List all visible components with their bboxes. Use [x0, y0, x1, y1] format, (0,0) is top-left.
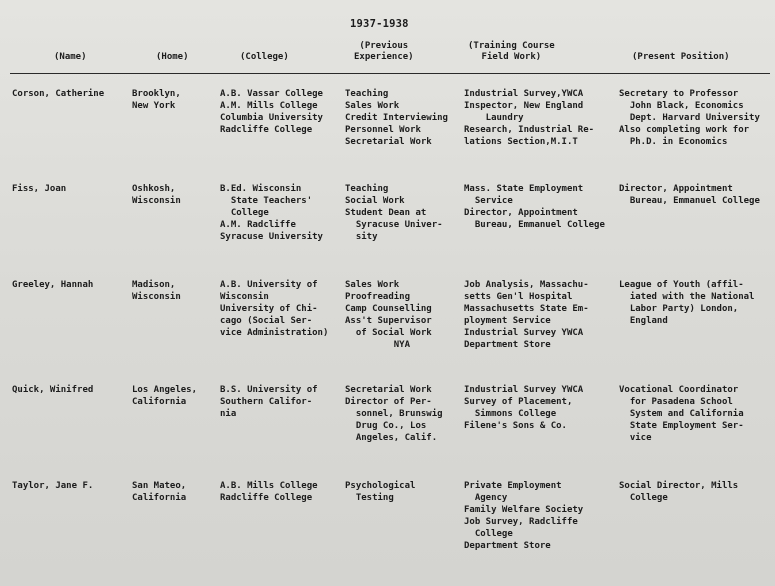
row-5-name: Taylor, Jane F. [12, 481, 94, 491]
row-3-previous: Sales Work Proofreading Camp Counselling Ass't Supervisor of Social Work NYA [345, 280, 432, 350]
row-4-name: Quick, Winifred [12, 385, 94, 395]
header-home: (Home) [156, 52, 189, 62]
row-5-training: Private Employment Agency Family Welfare Society Job Survey, Radcliffe College Department Store [464, 481, 584, 551]
row-1-name: Corson, Catherine [12, 89, 105, 99]
row-2-present: Director, Appointment Bureau, Emmanuel College [619, 184, 760, 206]
row-3-name: Greeley, Hannah [12, 280, 94, 290]
row-2-college: B.Ed. Wisconsin State Teachers' College A.M. Radcliffe Syracuse University [220, 184, 323, 242]
row-4-previous: Secretarial Work Director of Per- sonnel, Brunswig Drug Co., Los Angeles, Calif. [345, 385, 443, 443]
year-heading: 1937-1938 [350, 18, 409, 30]
row-1-home: Brooklyn, New York [132, 89, 181, 111]
row-4-home: Los Angeles, California [132, 385, 198, 407]
row-3-training: Job Analysis, Massachu- setts Gen'l Hospital Massachusetts State Em- ployment Service Industrial Survey YWCA Department Store [464, 280, 589, 350]
row-3-present: League of Youth (affil- iated with the National Labor Party) London, England [619, 280, 755, 326]
row-1-previous: Teaching Sales Work Credit Interviewing Personnel Work Secretarial Work [345, 89, 448, 147]
row-2-previous: Teaching Social Work Student Dean at Syracuse Univer- sity [345, 184, 443, 242]
row-3-college: A.B. University of Wisconsin University of Chi- cago (Social Ser- vice Administration) [220, 280, 329, 338]
row-1-college: A.B. Vassar College A.M. Mills College Columbia University Radcliffe College [220, 89, 323, 135]
header-college: (College) [240, 52, 289, 62]
row-4-training: Industrial Survey YWCA Survey of Placement, Simmons College Filene's Sons & Co. [464, 385, 584, 431]
row-2-training: Mass. State Employment Service Director, Appointment Bureau, Emmanuel College [464, 184, 605, 230]
row-5-college: A.B. Mills College Radcliffe College [220, 481, 318, 503]
row-5-present: Social Director, Mills College [619, 481, 739, 503]
header-present-position: (Present Position) [632, 52, 730, 62]
row-2-home: Oshkosh, Wisconsin [132, 184, 181, 206]
row-1-present: Secretary to Professor John Black, Economics Dept. Harvard University Also completing work for Ph.D. in Economics [619, 89, 760, 147]
header-training-course: (Training Course Field Work) [468, 41, 555, 62]
header-previous-experience: (Previous Experience) [354, 41, 414, 62]
row-5-previous: Psychological Testing [345, 481, 416, 503]
header-name: (Name) [54, 52, 87, 62]
row-4-college: B.S. University of Southern Califor- nia [220, 385, 318, 419]
row-1-training: Industrial Survey,YWCA Inspector, New England Laundry Research, Industrial Re- lations Section,M.I.T [464, 89, 595, 147]
row-3-home: Madison, Wisconsin [132, 280, 181, 302]
row-2-name: Fiss, Joan [12, 184, 67, 194]
row-4-present: Vocational Coordinator for Pasadena School System and California State Employment Ser- vice [619, 385, 744, 443]
row-5-home: San Mateo, California [132, 481, 187, 503]
header-rule [10, 73, 770, 74]
